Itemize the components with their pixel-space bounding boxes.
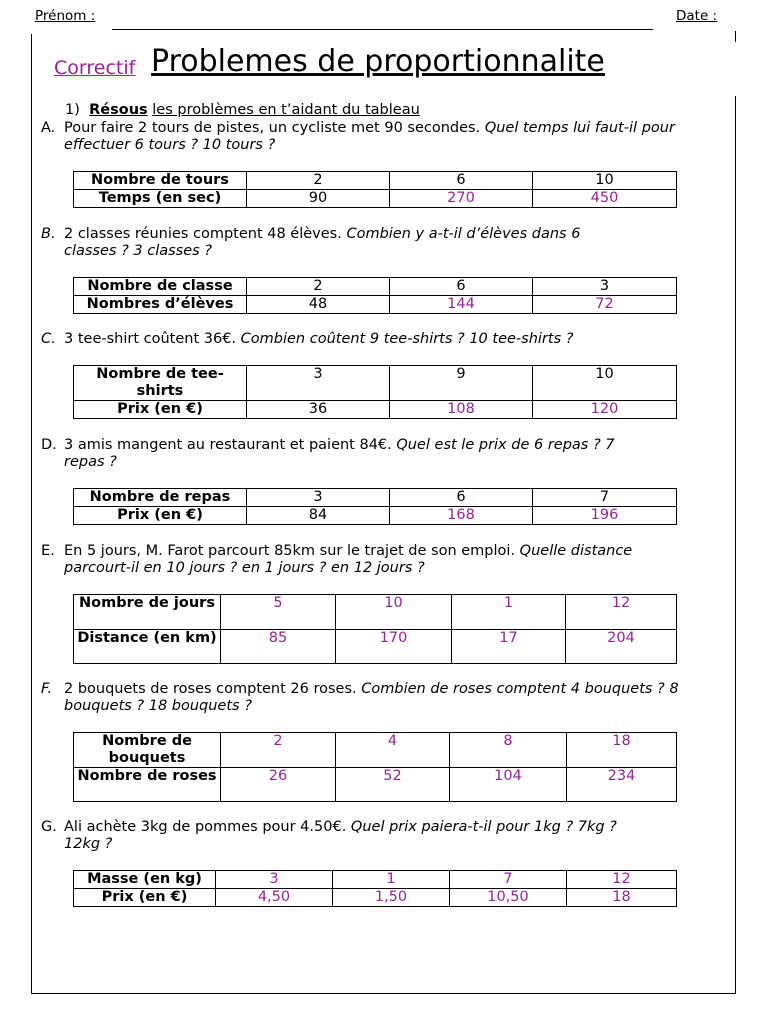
table-a xyxy=(73,171,677,208)
answer-cell: 108 xyxy=(390,401,533,419)
instruction-text: les problèmes en t’aidant du tableau xyxy=(152,102,420,118)
answer-cell: 234 xyxy=(567,768,677,802)
answer-cell: 3 xyxy=(216,871,333,889)
problem-question: Combien coûtent 9 tee-shirts ? 10 tee-shirts ? xyxy=(240,331,574,347)
row-label: Distance (en km) xyxy=(74,630,221,664)
table-row xyxy=(74,190,677,208)
cell: 9 xyxy=(390,366,533,401)
cell: 90 xyxy=(247,190,390,208)
row-label: Nombre de jours xyxy=(74,595,221,630)
problem-e xyxy=(41,543,731,577)
row-label: Prix (en €) xyxy=(74,889,216,907)
problem-statement: Pour faire 2 tours de pistes, un cycliste met 90 secondes. xyxy=(64,120,485,136)
table-row xyxy=(74,889,677,907)
problem-letter: B. xyxy=(41,226,56,242)
table-g xyxy=(73,870,677,907)
table-row xyxy=(74,768,677,802)
problem-letter: F. xyxy=(41,681,53,697)
problem-statement: 3 tee-shirt coûtent 36€. xyxy=(64,331,241,347)
table-row xyxy=(74,871,677,889)
problem-statement: En 5 jours, M. Farot parcourt 85km sur le trajet de son emploi. xyxy=(64,543,520,559)
cell: 3 xyxy=(533,278,677,296)
date-label: Date : xyxy=(676,8,718,24)
date-line-tick xyxy=(735,31,736,42)
row-label: Nombre de tours xyxy=(74,172,247,190)
answer-cell: 72 xyxy=(533,296,677,314)
answer-cell: 12 xyxy=(567,871,677,889)
row-label: Masse (en kg) xyxy=(74,871,216,889)
cell: 2 xyxy=(247,172,390,190)
problem-letter: G. xyxy=(41,819,57,835)
problem-letter: D. xyxy=(41,437,57,453)
instruction xyxy=(65,102,420,118)
table-row xyxy=(74,366,677,401)
answer-cell: 5 xyxy=(221,595,336,630)
problem-question: Combien de roses comptent 4 bouquets ? 8 xyxy=(361,681,679,697)
answer-cell: 2 xyxy=(221,733,336,768)
table-d xyxy=(73,488,677,525)
problem-question-cont: 12kg ? xyxy=(64,836,113,852)
cell: 48 xyxy=(247,296,390,314)
answer-cell: 144 xyxy=(390,296,533,314)
cell: 10 xyxy=(533,366,677,401)
prenom-label: Prénom : xyxy=(35,8,96,24)
frame-left-border xyxy=(31,34,32,994)
answer-cell: 7 xyxy=(450,871,567,889)
cell: 6 xyxy=(390,172,533,190)
cell: 36 xyxy=(247,401,390,419)
row-label: Nombre de tee-shirts xyxy=(74,366,247,401)
cell: 3 xyxy=(247,489,390,507)
answer-cell: 4,50 xyxy=(216,889,333,907)
answer-cell: 17 xyxy=(452,630,566,664)
page-title: Problemes de proportionnalite xyxy=(151,44,605,79)
name-underline xyxy=(112,29,653,30)
problem-question: Quel est le prix de 6 repas ? 7 xyxy=(396,437,615,453)
row-label: Nombre de repas xyxy=(74,489,247,507)
problem-g xyxy=(41,819,731,853)
answer-cell: 270 xyxy=(390,190,533,208)
answer-cell: 18 xyxy=(567,733,677,768)
answer-cell: 104 xyxy=(450,768,567,802)
cell: 84 xyxy=(247,507,390,525)
cell: 3 xyxy=(247,366,390,401)
problem-question-cont: classes ? 3 classes ? xyxy=(64,243,212,259)
row-label: Prix (en €) xyxy=(74,507,247,525)
table-row xyxy=(74,278,677,296)
answer-cell: 10,50 xyxy=(450,889,567,907)
row-label: Prix (en €) xyxy=(74,401,247,419)
problem-question: Quel prix paiera-t-il pour 1kg ? 7kg ? xyxy=(350,819,617,835)
answer-cell: 52 xyxy=(336,768,450,802)
problem-question: Quel temps lui faut-il pour xyxy=(484,120,675,136)
problem-statement: 2 classes réunies comptent 48 élèves. xyxy=(64,226,347,242)
table-row xyxy=(74,401,677,419)
answer-cell: 120 xyxy=(533,401,677,419)
table-b xyxy=(73,277,677,314)
table-row xyxy=(74,296,677,314)
problem-question: Quelle distance xyxy=(519,543,633,559)
answer-cell: 1 xyxy=(333,871,450,889)
table-c xyxy=(73,365,677,419)
cell: 10 xyxy=(533,172,677,190)
problem-question-cont: bouquets ? 18 bouquets ? xyxy=(64,698,252,714)
row-label: Nombre de bouquets xyxy=(74,733,221,768)
row-label: Nombres d’élèves xyxy=(74,296,247,314)
row-label: Nombre de classe xyxy=(74,278,247,296)
answer-cell: 85 xyxy=(221,630,336,664)
answer-cell: 1,50 xyxy=(333,889,450,907)
answer-cell: 12 xyxy=(566,595,677,630)
cell: 2 xyxy=(247,278,390,296)
frame-bottom-border xyxy=(31,993,736,994)
problem-letter: A. xyxy=(41,120,56,136)
problem-letter: C. xyxy=(41,331,56,347)
row-label: Nombre de roses xyxy=(74,768,221,802)
problem-question-cont: parcourt-il en 10 jours ? en 1 jours ? en 12 jours ? xyxy=(64,560,425,576)
problem-statement: 3 amis mangent au restaurant et paient 84€. xyxy=(64,437,397,453)
instruction-bold: Résous xyxy=(89,102,148,118)
answer-cell: 450 xyxy=(533,190,677,208)
row-label: Temps (en sec) xyxy=(74,190,247,208)
problem-b xyxy=(41,226,731,260)
correctif-label: Correctif xyxy=(54,57,136,79)
cell: 6 xyxy=(390,278,533,296)
problem-d xyxy=(41,437,731,471)
problem-f xyxy=(41,681,731,715)
cell: 6 xyxy=(390,489,533,507)
answer-cell: 18 xyxy=(567,889,677,907)
problem-c xyxy=(41,331,731,348)
table-f xyxy=(73,732,677,802)
problem-a xyxy=(41,120,731,154)
problem-statement: Ali achète 3kg de pommes pour 4.50€. xyxy=(64,819,351,835)
problem-letter: E. xyxy=(41,543,55,559)
problem-question-cont: repas ? xyxy=(64,454,117,470)
answer-cell: 170 xyxy=(336,630,452,664)
cell: 7 xyxy=(533,489,677,507)
problem-question: Combien y a-t-il d’élèves dans 6 xyxy=(346,226,581,242)
table-row xyxy=(74,507,677,525)
table-row xyxy=(74,489,677,507)
table-row xyxy=(74,630,677,664)
instruction-number: 1) xyxy=(65,102,80,118)
answer-cell: 204 xyxy=(566,630,677,664)
answer-cell: 26 xyxy=(221,768,336,802)
table-e xyxy=(73,594,677,664)
frame-right-border xyxy=(735,96,736,994)
answer-cell: 1 xyxy=(452,595,566,630)
table-row xyxy=(74,595,677,630)
answer-cell: 8 xyxy=(450,733,567,768)
table-row xyxy=(74,733,677,768)
answer-cell: 4 xyxy=(336,733,450,768)
answer-cell: 168 xyxy=(390,507,533,525)
problem-question-cont: effectuer 6 tours ? 10 tours ? xyxy=(64,137,276,153)
answer-cell: 196 xyxy=(533,507,677,525)
table-row xyxy=(74,172,677,190)
problem-statement: 2 bouquets de roses comptent 26 roses. xyxy=(64,681,362,697)
answer-cell: 10 xyxy=(336,595,452,630)
